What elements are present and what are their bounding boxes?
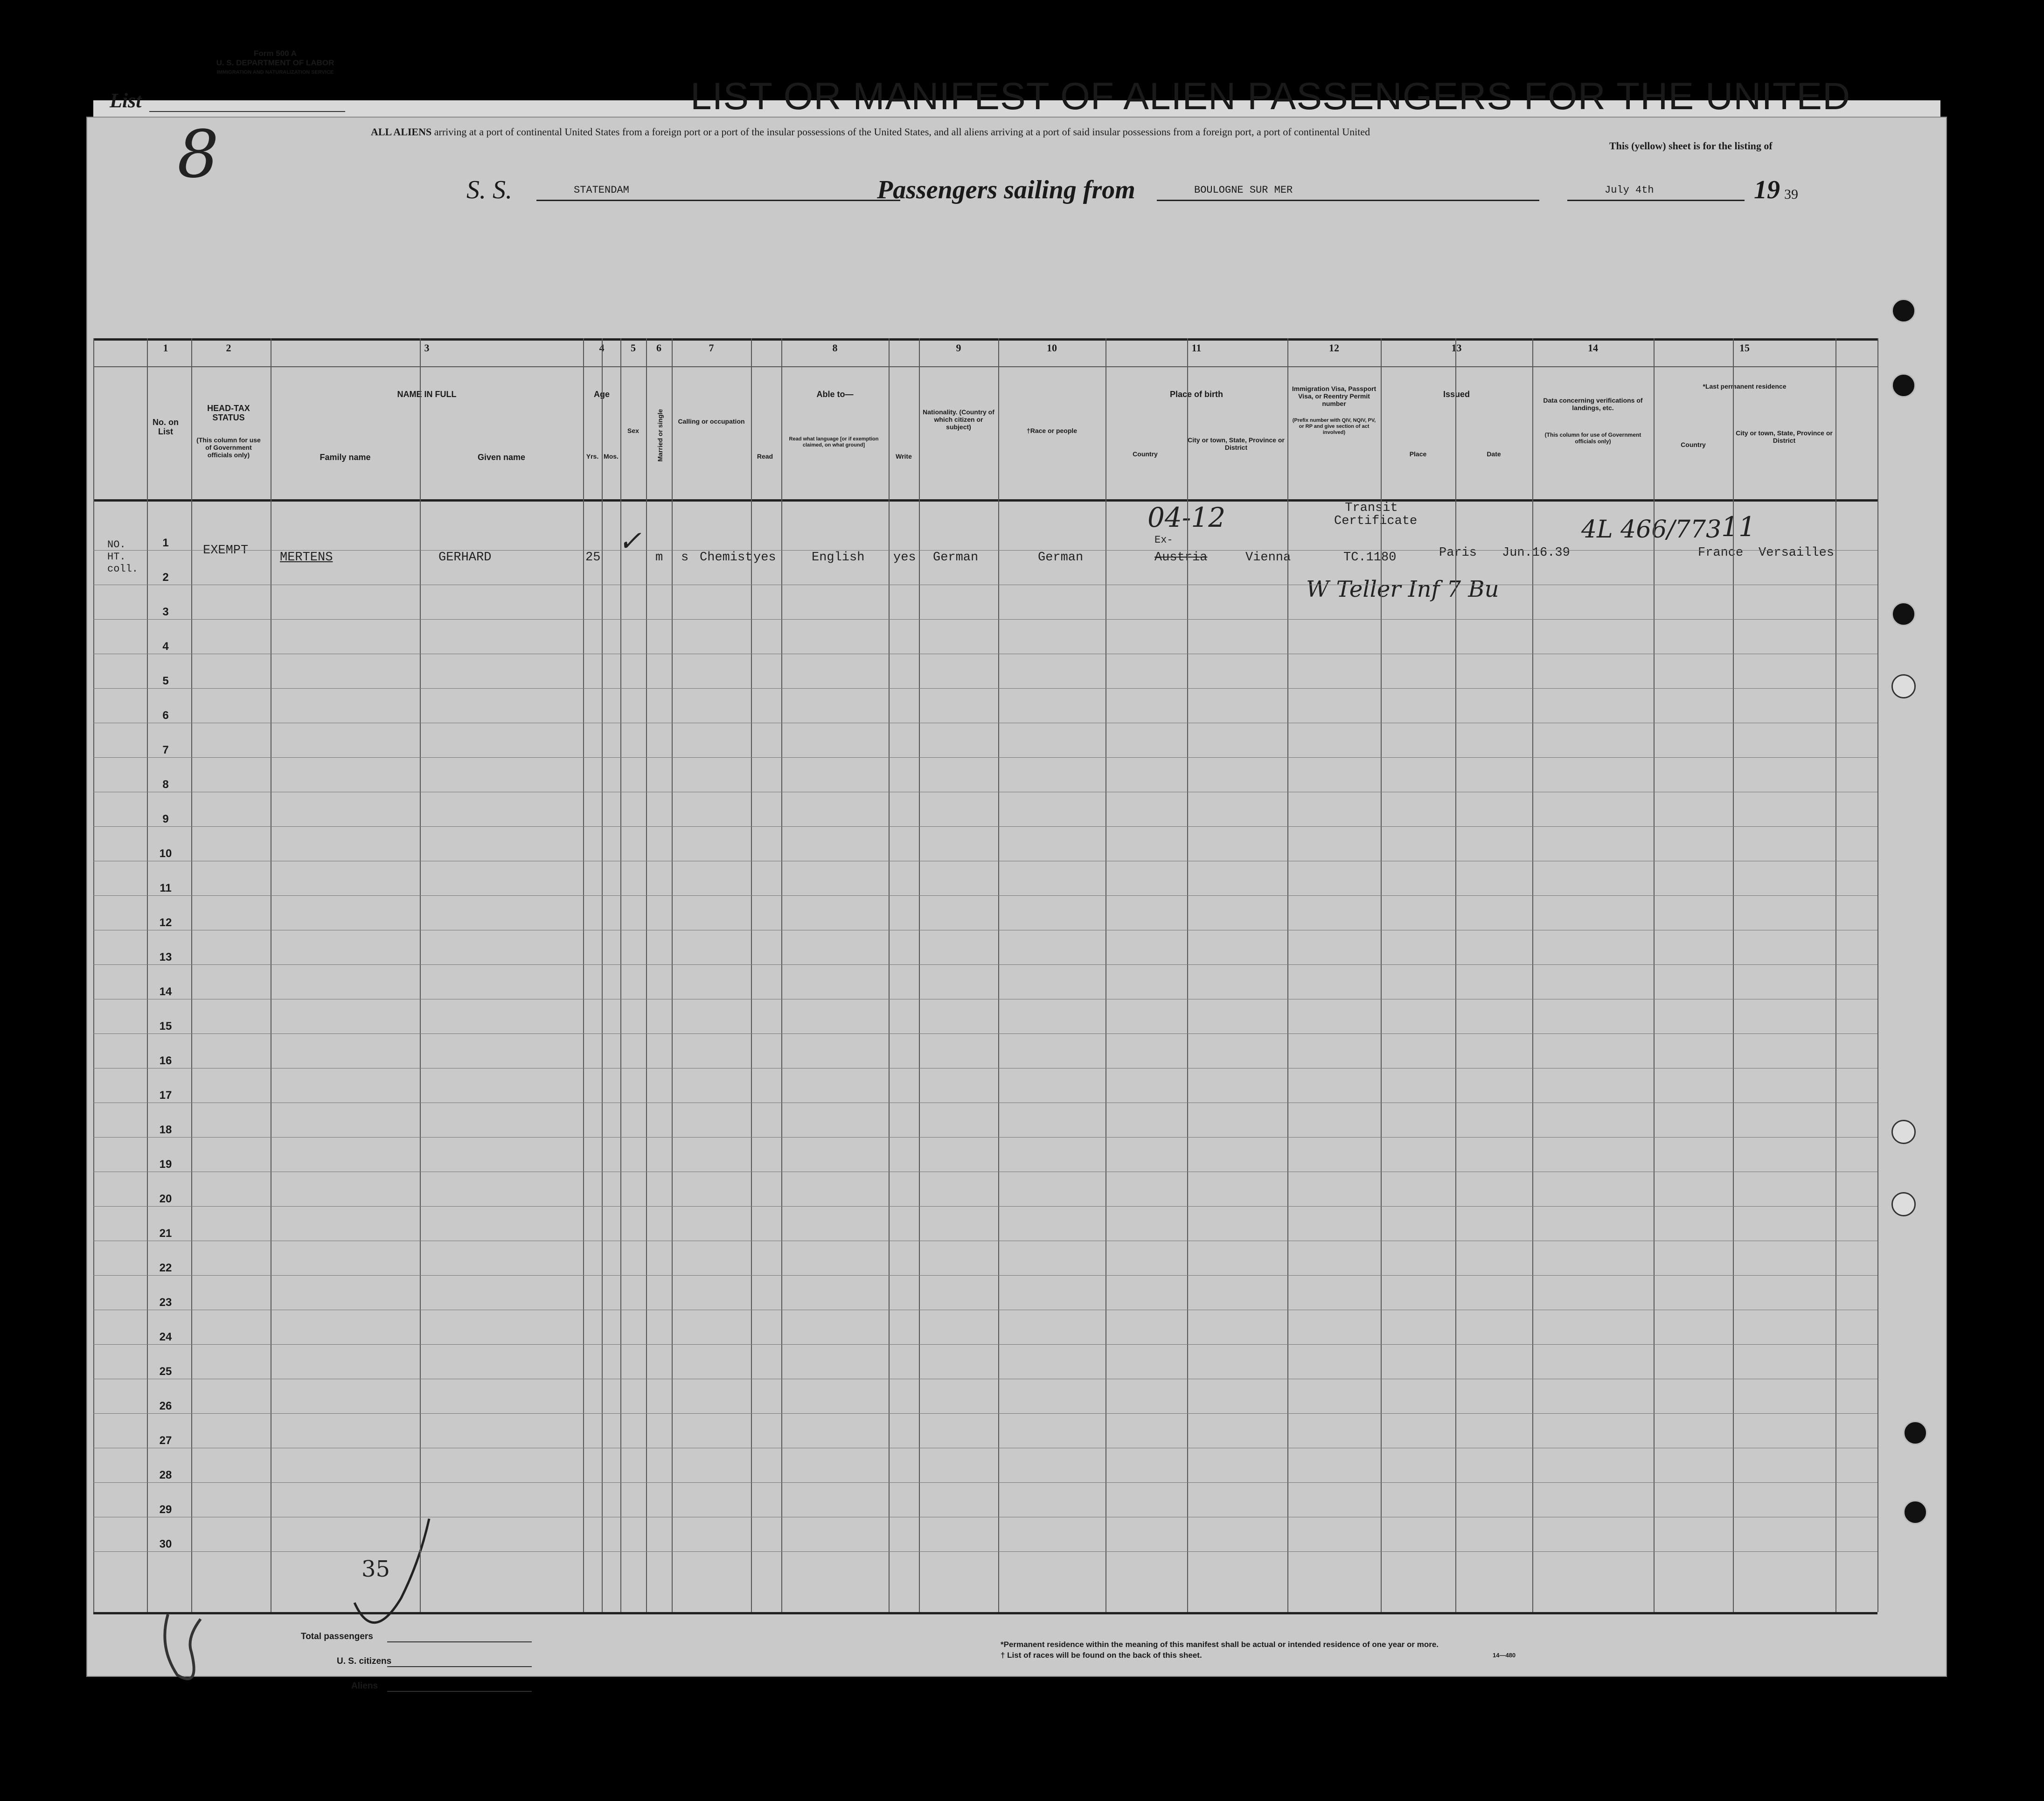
row-number: 21 xyxy=(159,1227,172,1240)
hdr-res-city: City or town, State, Province or District xyxy=(1736,429,1833,444)
row-rule xyxy=(93,1137,1877,1138)
hdr-issued-date: Date xyxy=(1487,450,1501,458)
can-read: yes xyxy=(753,551,776,565)
verification-number: 4L 466/773 xyxy=(1581,516,1722,544)
visa-number: TC.1180 xyxy=(1343,551,1397,565)
row-number: 7 xyxy=(162,744,169,756)
row-number: 23 xyxy=(159,1296,172,1309)
hdr-nationality: Nationality. (Country of which citizen or subject) xyxy=(923,408,994,431)
row-number: 10 xyxy=(159,847,172,860)
col-number-4: 4 xyxy=(599,342,605,354)
total-passengers-line xyxy=(387,1641,532,1642)
department-name: U. S. DEPARTMENT OF LABOR xyxy=(216,58,334,67)
hdr-issued-place: Place xyxy=(1409,450,1427,458)
birth-country: Austria xyxy=(1154,551,1208,565)
subtitle-text: arriving at a port of continental United States from a foreign port or a port of the insular possessions of the United States, and all aliens arriving at a port of said insular possessions from a foreign port, a port of continental United xyxy=(434,126,1370,138)
hand-check-stroke xyxy=(345,1509,438,1631)
col-number-9: 9 xyxy=(956,342,961,354)
col-number-6: 6 xyxy=(656,342,661,354)
column-rule xyxy=(919,338,920,1612)
hdr-given-name: Given name xyxy=(477,453,526,462)
row-rule xyxy=(93,757,1877,758)
occupation: Chemist xyxy=(700,551,753,565)
hdr-issued: Issued xyxy=(1443,390,1470,399)
ss-label: S. S. xyxy=(466,175,512,204)
row-number: 15 xyxy=(159,1020,172,1033)
hdr-no-on-list: No. on List xyxy=(153,418,179,436)
col-number-3: 3 xyxy=(424,342,430,354)
column-rule xyxy=(1733,338,1734,1612)
row-number: 24 xyxy=(159,1331,172,1343)
row-number: 18 xyxy=(159,1124,172,1136)
hdr-birth-city: City or town, State, Province or District xyxy=(1188,436,1285,451)
row-number: 4 xyxy=(162,640,169,653)
list-number: 8 xyxy=(177,117,219,193)
punch-hole xyxy=(1891,373,1916,398)
hdr-read-language: Read what language [or if exemption claimed, on what ground] xyxy=(789,436,879,448)
service-name: IMMIGRATION AND NATURALIZATION SERVICE xyxy=(216,70,334,75)
table-top-border xyxy=(93,338,1877,341)
hdr-verification: Data concerning verifications of landings, etc. xyxy=(1543,397,1643,412)
row-number: 20 xyxy=(159,1193,172,1205)
can-write: yes xyxy=(893,551,916,565)
race: German xyxy=(1038,551,1084,565)
footnote-races: † List of races will be found on the back of this sheet. xyxy=(1001,1651,1202,1660)
row-number: 28 xyxy=(159,1469,172,1481)
hdr-age-yrs: Yrs. xyxy=(586,453,599,460)
port-name: BOULOGNE SUR MER xyxy=(1194,184,1293,196)
hdr-calling: Calling or occupation xyxy=(678,418,745,425)
row-number: 1 xyxy=(162,537,169,549)
row-number: 22 xyxy=(159,1262,172,1274)
year-suffix: 39 xyxy=(1784,187,1798,202)
sailing-label: Passengers sailing from xyxy=(877,175,1135,204)
family-name: MERTENS xyxy=(280,551,333,565)
column-rule xyxy=(1381,338,1382,1612)
hdr-name-in-full: NAME IN FULL xyxy=(397,390,457,399)
column-rule xyxy=(646,338,647,1612)
row-number: 2 xyxy=(162,571,169,584)
sex: m xyxy=(655,551,663,565)
row-number: 8 xyxy=(162,778,169,791)
row-rule xyxy=(93,1206,1877,1207)
sailing-date: July 4th xyxy=(1605,184,1654,196)
hdr-visa-note: (Prefix number with QIV, NQIV, PV, or RP and give section of act involved) xyxy=(1292,418,1376,435)
hdr-verification-note: (This column for use of Government officials only) xyxy=(1544,432,1641,445)
column-rule xyxy=(602,338,603,1612)
row-number: 14 xyxy=(159,985,172,998)
form-number: Form 500 A xyxy=(254,49,297,58)
hand-note: W Teller Inf 7 Bu xyxy=(1306,576,1499,602)
punch-hole xyxy=(1891,674,1916,698)
language: English xyxy=(812,551,865,565)
row-rule xyxy=(93,619,1877,620)
row-number: 11 xyxy=(160,882,172,894)
row-rule xyxy=(93,1275,1877,1276)
subtitle-lead: ALL ALIENS xyxy=(371,126,432,138)
column-rule xyxy=(93,338,94,1612)
row-number: 19 xyxy=(159,1158,172,1171)
issued-place: Paris xyxy=(1439,546,1477,560)
column-rule xyxy=(1877,338,1878,1612)
punch-hole xyxy=(1891,1120,1916,1144)
aliens-line xyxy=(387,1691,532,1692)
col-number-10: 10 xyxy=(1047,342,1057,354)
column-rule xyxy=(147,338,148,1612)
us-citizens-line xyxy=(387,1666,532,1667)
punch-hole xyxy=(1891,602,1916,626)
row-rule xyxy=(93,826,1877,827)
row-rule xyxy=(93,688,1877,689)
row-rule xyxy=(93,1413,1877,1414)
date-line xyxy=(1567,200,1745,201)
hdr-able-to: Able to— xyxy=(816,390,854,399)
column-rule xyxy=(583,338,584,1612)
age-check-mark: ✓ xyxy=(618,525,642,558)
row-rule xyxy=(93,1033,1877,1034)
footnote-residence: *Permanent residence within the meaning of this manifest shall be actual or intended residence of one year or more. xyxy=(1001,1640,1439,1649)
punch-hole xyxy=(1903,1421,1927,1445)
residence-country: France xyxy=(1698,546,1744,560)
hand-total: 35 xyxy=(362,1556,390,1582)
column-rule xyxy=(1455,338,1456,1612)
row-rule xyxy=(93,1482,1877,1483)
row-number: 16 xyxy=(159,1054,172,1067)
form-header-block xyxy=(182,49,368,77)
hdr-married: Married or single xyxy=(656,409,664,462)
column-rule xyxy=(889,338,890,1612)
manifest-subtitle-2: This (yellow) sheet is for the listing of xyxy=(1609,140,1773,152)
head-tax-status: EXEMPT xyxy=(203,544,249,558)
col-number-12: 12 xyxy=(1329,342,1339,354)
ship-line xyxy=(536,200,900,201)
age-years: 25 xyxy=(585,551,601,565)
row-number: 6 xyxy=(162,709,169,722)
col-number-5: 5 xyxy=(631,342,636,354)
row-number: 3 xyxy=(162,606,169,618)
hdr-read: Read xyxy=(757,453,773,460)
col-number-15: 15 xyxy=(1739,342,1750,354)
column-rule xyxy=(1654,338,1655,1612)
hdr-family-name: Family name xyxy=(320,453,371,462)
year-prefix: 19 xyxy=(1754,175,1780,204)
hand-code: 04-12 xyxy=(1147,502,1226,533)
visa-type: Transit Certificate xyxy=(1334,501,1418,528)
manifest-table xyxy=(93,222,1877,1603)
birth-city: Vienna xyxy=(1245,551,1291,565)
row-number: 30 xyxy=(159,1538,172,1550)
residence-city: Versailles xyxy=(1759,546,1835,560)
col-number-2: 2 xyxy=(226,342,231,354)
hand-mark: 11 xyxy=(1721,511,1756,543)
hdr-last-residence: *Last permanent residence xyxy=(1703,383,1787,390)
header-bottom-border xyxy=(93,499,1877,502)
issued-date: Jun.16.39 xyxy=(1502,546,1570,560)
column-rule xyxy=(751,338,752,1612)
punch-hole xyxy=(1903,1500,1927,1524)
row-number: 29 xyxy=(159,1503,172,1516)
row-number: 13 xyxy=(159,951,172,963)
manifest-title: LIST OR MANIFEST OF ALIEN PASSENGERS FOR THE UNITED xyxy=(690,75,1851,118)
column-rule xyxy=(1105,338,1106,1612)
column-rule xyxy=(620,338,621,1612)
row-number: 25 xyxy=(159,1365,172,1378)
col-number-14: 14 xyxy=(1588,342,1598,354)
given-name: GERHARD xyxy=(438,551,492,565)
punch-hole xyxy=(1891,299,1916,323)
hdr-age-mos: Mos. xyxy=(604,453,619,460)
marital-status: s xyxy=(681,551,689,565)
hdr-sex: Sex xyxy=(627,427,639,434)
hdr-age: Age xyxy=(593,390,610,399)
col-number-7: 7 xyxy=(709,342,714,354)
total-passengers-label: Total passengers xyxy=(301,1632,373,1641)
hdr-res-country: Country xyxy=(1681,441,1706,448)
row-number: 17 xyxy=(159,1089,172,1102)
hand-list-mark xyxy=(149,1610,233,1694)
column-rule xyxy=(672,338,673,1612)
margin-note: NO. HT. coll. xyxy=(107,539,139,575)
manifest-subtitle xyxy=(371,126,1873,138)
column-rule xyxy=(420,338,421,1612)
form-code: 14—480 xyxy=(1493,1652,1516,1659)
row-rule xyxy=(93,550,1877,551)
hdr-birth-country: Country xyxy=(1133,450,1158,458)
list-line xyxy=(149,111,345,112)
row-number: 26 xyxy=(159,1400,172,1412)
column-rule xyxy=(1187,338,1188,1612)
col-number-11: 11 xyxy=(1191,342,1202,354)
row-number: 27 xyxy=(159,1434,172,1447)
birth-country-prefix: Ex- xyxy=(1154,534,1173,546)
port-line xyxy=(1157,200,1539,201)
nationality: German xyxy=(933,551,979,565)
column-rule xyxy=(1835,338,1836,1612)
hdr-write: Write xyxy=(896,453,912,460)
hdr-race: †Race or people xyxy=(1026,427,1078,434)
col-number-1: 1 xyxy=(163,342,168,354)
hdr-visa: Immigration Visa, Passport Visa, or Reentry Permit number xyxy=(1292,385,1377,407)
aliens-label: Aliens xyxy=(351,1681,378,1691)
row-rule xyxy=(93,1344,1877,1345)
column-number-rule xyxy=(93,366,1877,367)
hdr-head-tax: HEAD-TAX STATUS xyxy=(207,404,250,422)
ship-name: STATENDAM xyxy=(574,184,629,196)
col-number-13: 13 xyxy=(1451,342,1462,354)
punch-hole xyxy=(1891,1192,1916,1216)
row-rule xyxy=(93,964,1877,965)
row-number: 5 xyxy=(162,675,169,687)
column-rule xyxy=(1287,338,1288,1612)
hdr-place-of-birth: Place of birth xyxy=(1169,390,1224,399)
row-number: 9 xyxy=(162,813,169,825)
row-rule xyxy=(93,895,1877,896)
column-rule xyxy=(998,338,999,1612)
column-rule xyxy=(1532,338,1533,1612)
list-label: List xyxy=(110,89,142,112)
row-rule xyxy=(93,1551,1877,1552)
column-rule xyxy=(191,338,192,1612)
col-number-8: 8 xyxy=(832,342,838,354)
us-citizens-label: U. S. citizens xyxy=(337,1656,392,1666)
row-number: 12 xyxy=(159,916,172,929)
hdr-head-tax-note: (This column for use of Government officials only) xyxy=(196,436,261,459)
column-rule xyxy=(781,338,782,1612)
